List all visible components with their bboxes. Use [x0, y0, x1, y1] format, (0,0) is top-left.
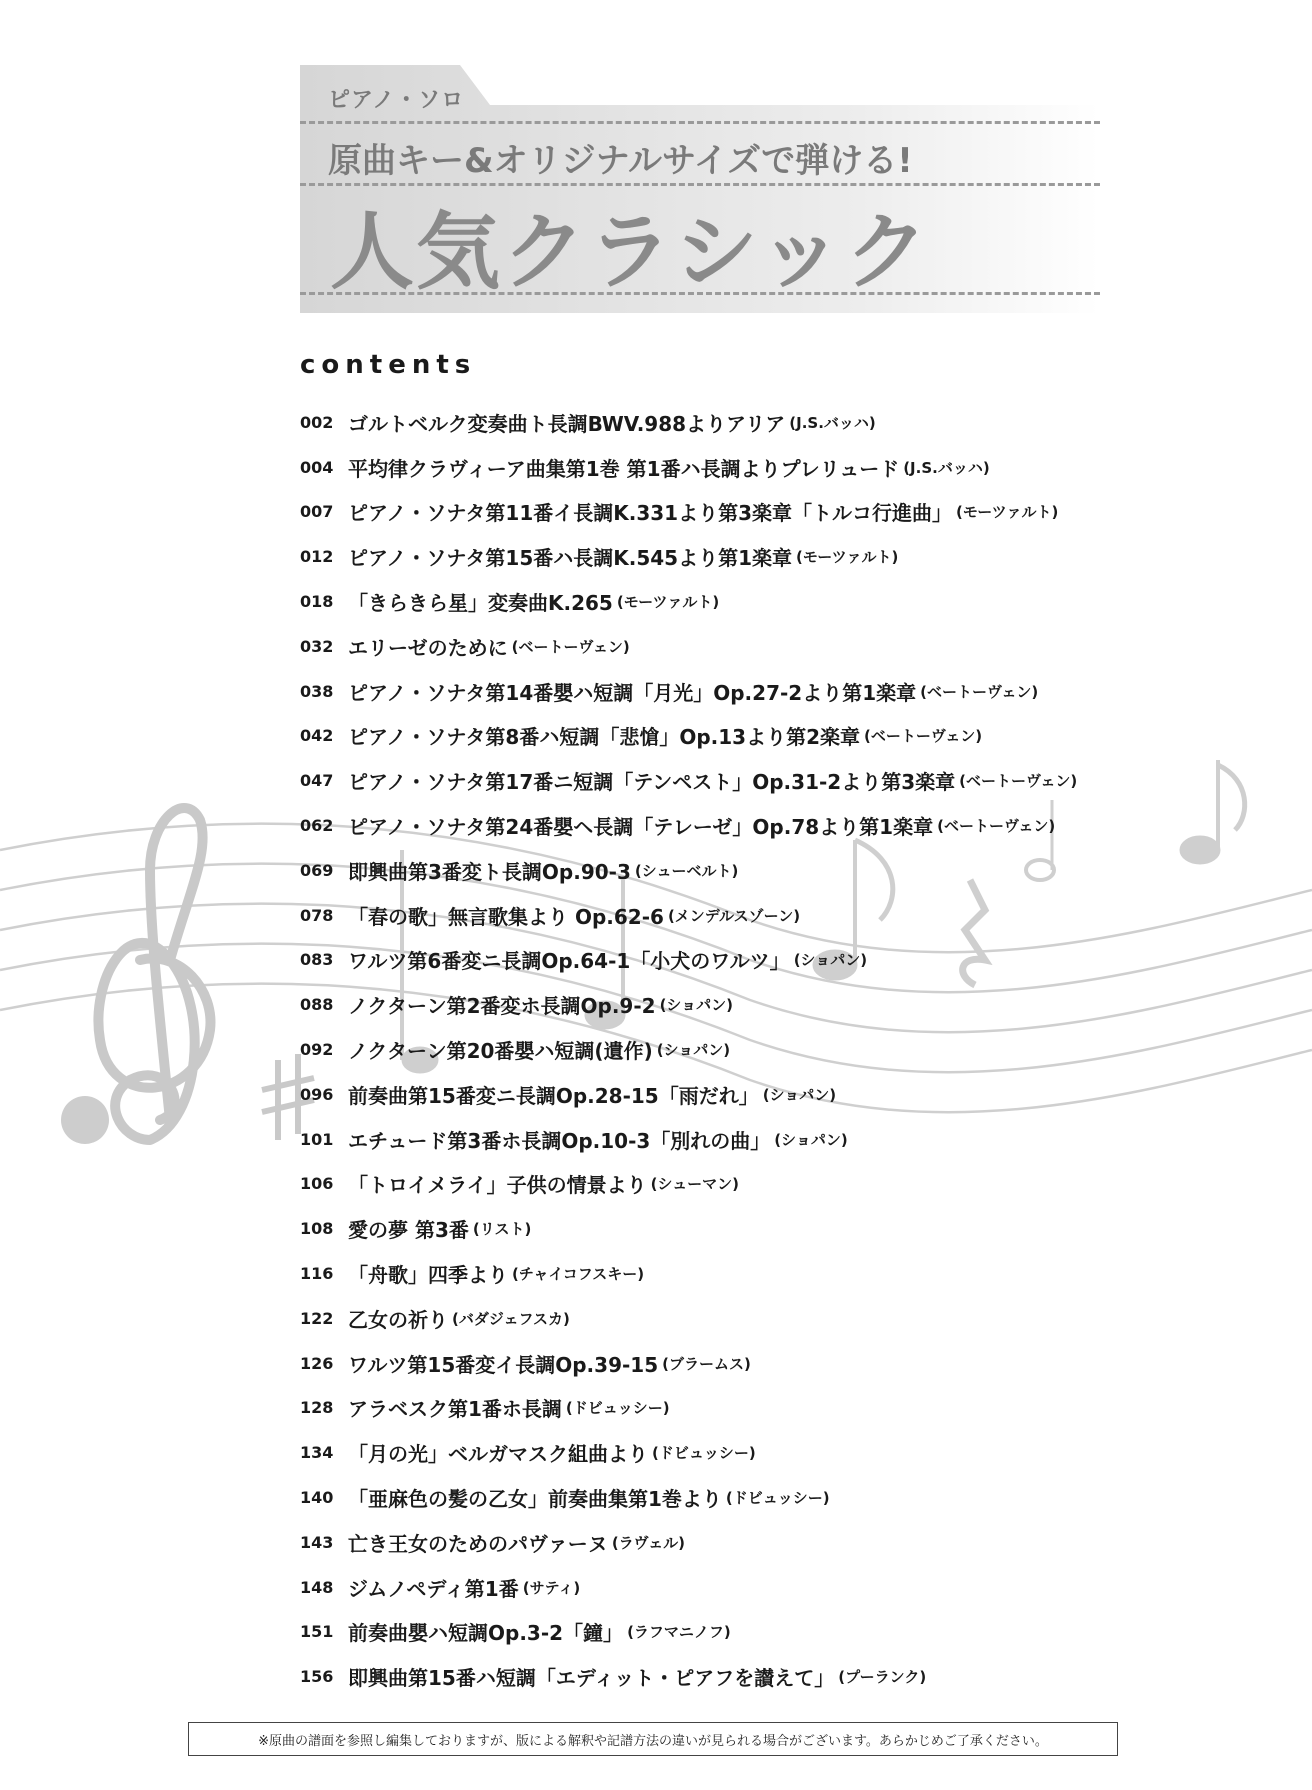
toc-page-number: 106 [300, 1174, 334, 1194]
toc-page-number: 018 [300, 592, 334, 612]
toc-page-number: 038 [300, 681, 334, 701]
toc-page-number: 151 [300, 1622, 334, 1642]
toc-item[interactable] [300, 1565, 1260, 1610]
toc-composer: (メンデルスゾーン) [667, 906, 801, 925]
toc-page-number: 007 [300, 502, 334, 522]
toc-composer: (ベートーヴェン) [511, 637, 630, 656]
toc-title: ワルツ第6番変ニ長調Op.64-1「小犬のワルツ」 [348, 949, 790, 974]
toc-title: 前奏曲嬰ハ短調Op.3-2「鐘」 [348, 1621, 624, 1646]
toc-title: 「舟歌」四季より [348, 1263, 508, 1288]
toc-item[interactable] [300, 758, 1260, 803]
toc-title: 「トロイメライ」子供の情景より [348, 1173, 647, 1198]
toc-item[interactable] [300, 1520, 1260, 1565]
toc-composer: (モーツァルト) [956, 503, 1059, 522]
toc-page-number: 083 [300, 950, 334, 970]
toc-item[interactable] [300, 445, 1260, 490]
toc-composer: (ベートーヴェン) [937, 817, 1056, 836]
toc-item[interactable] [300, 1117, 1260, 1162]
toc-title: 「きらきら星」変奏曲K.265 [348, 591, 613, 616]
toc-page-number: 128 [300, 1398, 334, 1418]
toc-composer: (ドビュッシー) [652, 1444, 756, 1463]
toc-item[interactable] [300, 579, 1260, 624]
toc-page-number: 096 [300, 1084, 334, 1104]
toc-composer: (ラフマニノフ) [627, 1623, 731, 1642]
toc-page-number: 069 [300, 860, 334, 880]
toc-page-number: 134 [300, 1443, 334, 1463]
toc-title: エチュード第3番ホ長調Op.10-3「別れの曲」 [348, 1128, 771, 1153]
toc-item[interactable] [300, 669, 1260, 714]
toc-item[interactable] [300, 938, 1260, 983]
toc-item[interactable] [300, 1475, 1260, 1520]
dashed-divider [300, 292, 1100, 295]
toc-page-number: 116 [300, 1264, 334, 1284]
toc-page-number: 002 [300, 412, 334, 432]
toc-title: 「亜麻色の髪の乙女」前奏曲集第1巻より [348, 1487, 722, 1512]
toc-page-number: 032 [300, 636, 334, 656]
toc-composer: (ショパン) [659, 996, 733, 1015]
toc-title: ノクターン第2番変ホ長調Op.9-2 [348, 994, 656, 1019]
toc-title: 前奏曲第15番変ニ長調Op.28-15「雨だれ」 [348, 1083, 759, 1108]
toc-page-number: 088 [300, 995, 334, 1015]
toc-composer: (ショパン) [762, 1085, 837, 1104]
footnote-box: ※原曲の譜面を参照し編集しておりますが、版による解釈や記譜方法の違いが見られる場合がございます。あらかじめご了承ください。 [188, 1722, 1118, 1756]
toc-page-number: 108 [300, 1219, 334, 1239]
toc-composer: (ブラームス) [662, 1354, 751, 1373]
toc-composer: (プーランク) [838, 1668, 927, 1687]
toc-composer: (シューベルト) [634, 861, 739, 880]
toc-composer: (ドビュッシー) [565, 1399, 670, 1418]
toc-page-number: 126 [300, 1353, 334, 1373]
toc-item[interactable] [300, 1610, 1260, 1655]
toc-composer: (J.S.バッハ) [789, 413, 876, 432]
toc-item[interactable] [300, 803, 1260, 848]
book-title: 人気クラシック [330, 203, 931, 301]
toc-item[interactable] [300, 624, 1260, 669]
toc-composer: (シューマン) [650, 1175, 740, 1194]
table-of-contents [300, 400, 1260, 1699]
toc-title: 「春の歌」無言歌集より Op.62-6 [348, 904, 664, 929]
toc-item[interactable] [300, 1072, 1260, 1117]
toc-title: ピアノ・ソナタ第14番嬰ハ短調「月光」Op.27-2より第1楽章 [348, 680, 917, 705]
toc-title: 即興曲第3番変ト長調Op.90-3 [348, 859, 631, 884]
toc-composer: (バダジェフスカ) [452, 1309, 570, 1328]
toc-title: ワルツ第15番変イ長調Op.39-15 [348, 1352, 659, 1377]
toc-item[interactable] [300, 893, 1260, 938]
toc-composer: (ショパン) [774, 1130, 848, 1149]
toc-item[interactable] [300, 1341, 1260, 1386]
toc-page-number: 062 [300, 816, 334, 836]
toc-item[interactable] [300, 1654, 1260, 1699]
toc-item[interactable] [300, 1206, 1260, 1251]
toc-title: ゴルトベルク変奏曲ト長調BWV.988よりアリア [348, 411, 786, 436]
toc-page-number: 047 [300, 771, 334, 791]
toc-page-number: 042 [300, 726, 334, 746]
toc-item[interactable] [300, 1296, 1260, 1341]
toc-page-number: 122 [300, 1308, 334, 1328]
toc-composer: (ベートーヴェン) [920, 682, 1039, 701]
toc-composer: (ショパン) [793, 951, 868, 970]
toc-page-number: 012 [300, 547, 334, 567]
toc-page-number: 004 [300, 457, 334, 477]
toc-composer: (ベートーヴェン) [863, 727, 983, 746]
book-header [300, 65, 1100, 313]
toc-composer: (ショパン) [656, 1041, 731, 1060]
toc-item[interactable] [300, 1386, 1260, 1431]
toc-composer: (サティ) [522, 1578, 581, 1597]
toc-item[interactable] [300, 1430, 1260, 1475]
toc-title: ノクターン第20番嬰ハ短調(遺作) [348, 1039, 653, 1064]
toc-title: 即興曲第15番ハ短調「エディット・ピアフを讃えて」 [348, 1666, 835, 1691]
toc-item[interactable] [300, 1251, 1260, 1296]
toc-item[interactable] [300, 534, 1260, 579]
toc-title: 亡き王女のためのパヴァーヌ [348, 1531, 608, 1556]
toc-page-number: 140 [300, 1488, 334, 1508]
toc-item[interactable] [300, 490, 1260, 535]
toc-composer: (チャイコフスキー) [512, 1265, 645, 1284]
toc-item[interactable] [300, 400, 1260, 445]
toc-composer: (ラヴェル) [611, 1533, 685, 1552]
toc-composer: (J.S.バッハ) [903, 458, 990, 477]
toc-page-number: 078 [300, 905, 334, 925]
toc-item[interactable] [300, 982, 1260, 1027]
toc-title: ピアノ・ソナタ第15番ハ長調K.545より第1楽章 [348, 546, 792, 571]
toc-page-number: 148 [300, 1577, 334, 1597]
series-label: ピアノ・ソロ [328, 88, 465, 113]
treble-clef-icon [98, 808, 210, 1140]
toc-title: ジムノペディ第1番 [348, 1576, 519, 1601]
toc-title: 「月の光」ベルガマスク組曲より [348, 1442, 648, 1467]
toc-item[interactable] [300, 714, 1260, 759]
toc-item[interactable] [300, 1027, 1260, 1072]
toc-composer: (モーツァルト) [796, 548, 899, 567]
book-subtitle: 原曲キー&オリジナルサイズで弾ける! [328, 141, 913, 181]
toc-composer: (ドビュッシー) [725, 1489, 830, 1508]
toc-page-number: 156 [300, 1667, 334, 1687]
toc-page-number: 101 [300, 1129, 334, 1149]
toc-title: アラベスク第1番ホ長調 [348, 1397, 562, 1422]
dashed-divider [300, 121, 1100, 124]
toc-title: ピアノ・ソナタ第24番嬰ヘ長調「テレーゼ」Op.78より第1楽章 [348, 815, 934, 840]
toc-title: 愛の夢 第3番 [348, 1218, 469, 1243]
toc-composer: (リスト) [472, 1220, 532, 1239]
toc-title: ピアノ・ソナタ第8番ハ短調「悲愴」Op.13より第2楽章 [348, 725, 860, 750]
toc-item[interactable] [300, 1162, 1260, 1207]
toc-title: ピアノ・ソナタ第17番ニ短調「テンペスト」Op.31-2より第3楽章 [348, 770, 956, 795]
toc-page-number: 092 [300, 1040, 334, 1060]
toc-page-number: 143 [300, 1532, 334, 1552]
toc-item[interactable] [300, 848, 1260, 893]
toc-title: ピアノ・ソナタ第11番イ長調K.331より第3楽章「トルコ行進曲」 [348, 501, 952, 526]
contents-heading: contents [300, 350, 477, 380]
toc-title: エリーゼのために [348, 635, 508, 660]
toc-composer: (モーツァルト) [616, 593, 720, 612]
toc-title: 平均律クラヴィーア曲集第1巻 第1番ハ長調よりプレリュード [348, 456, 900, 481]
toc-title: 乙女の祈り [348, 1307, 448, 1332]
toc-composer: (ベートーヴェン) [959, 772, 1078, 791]
